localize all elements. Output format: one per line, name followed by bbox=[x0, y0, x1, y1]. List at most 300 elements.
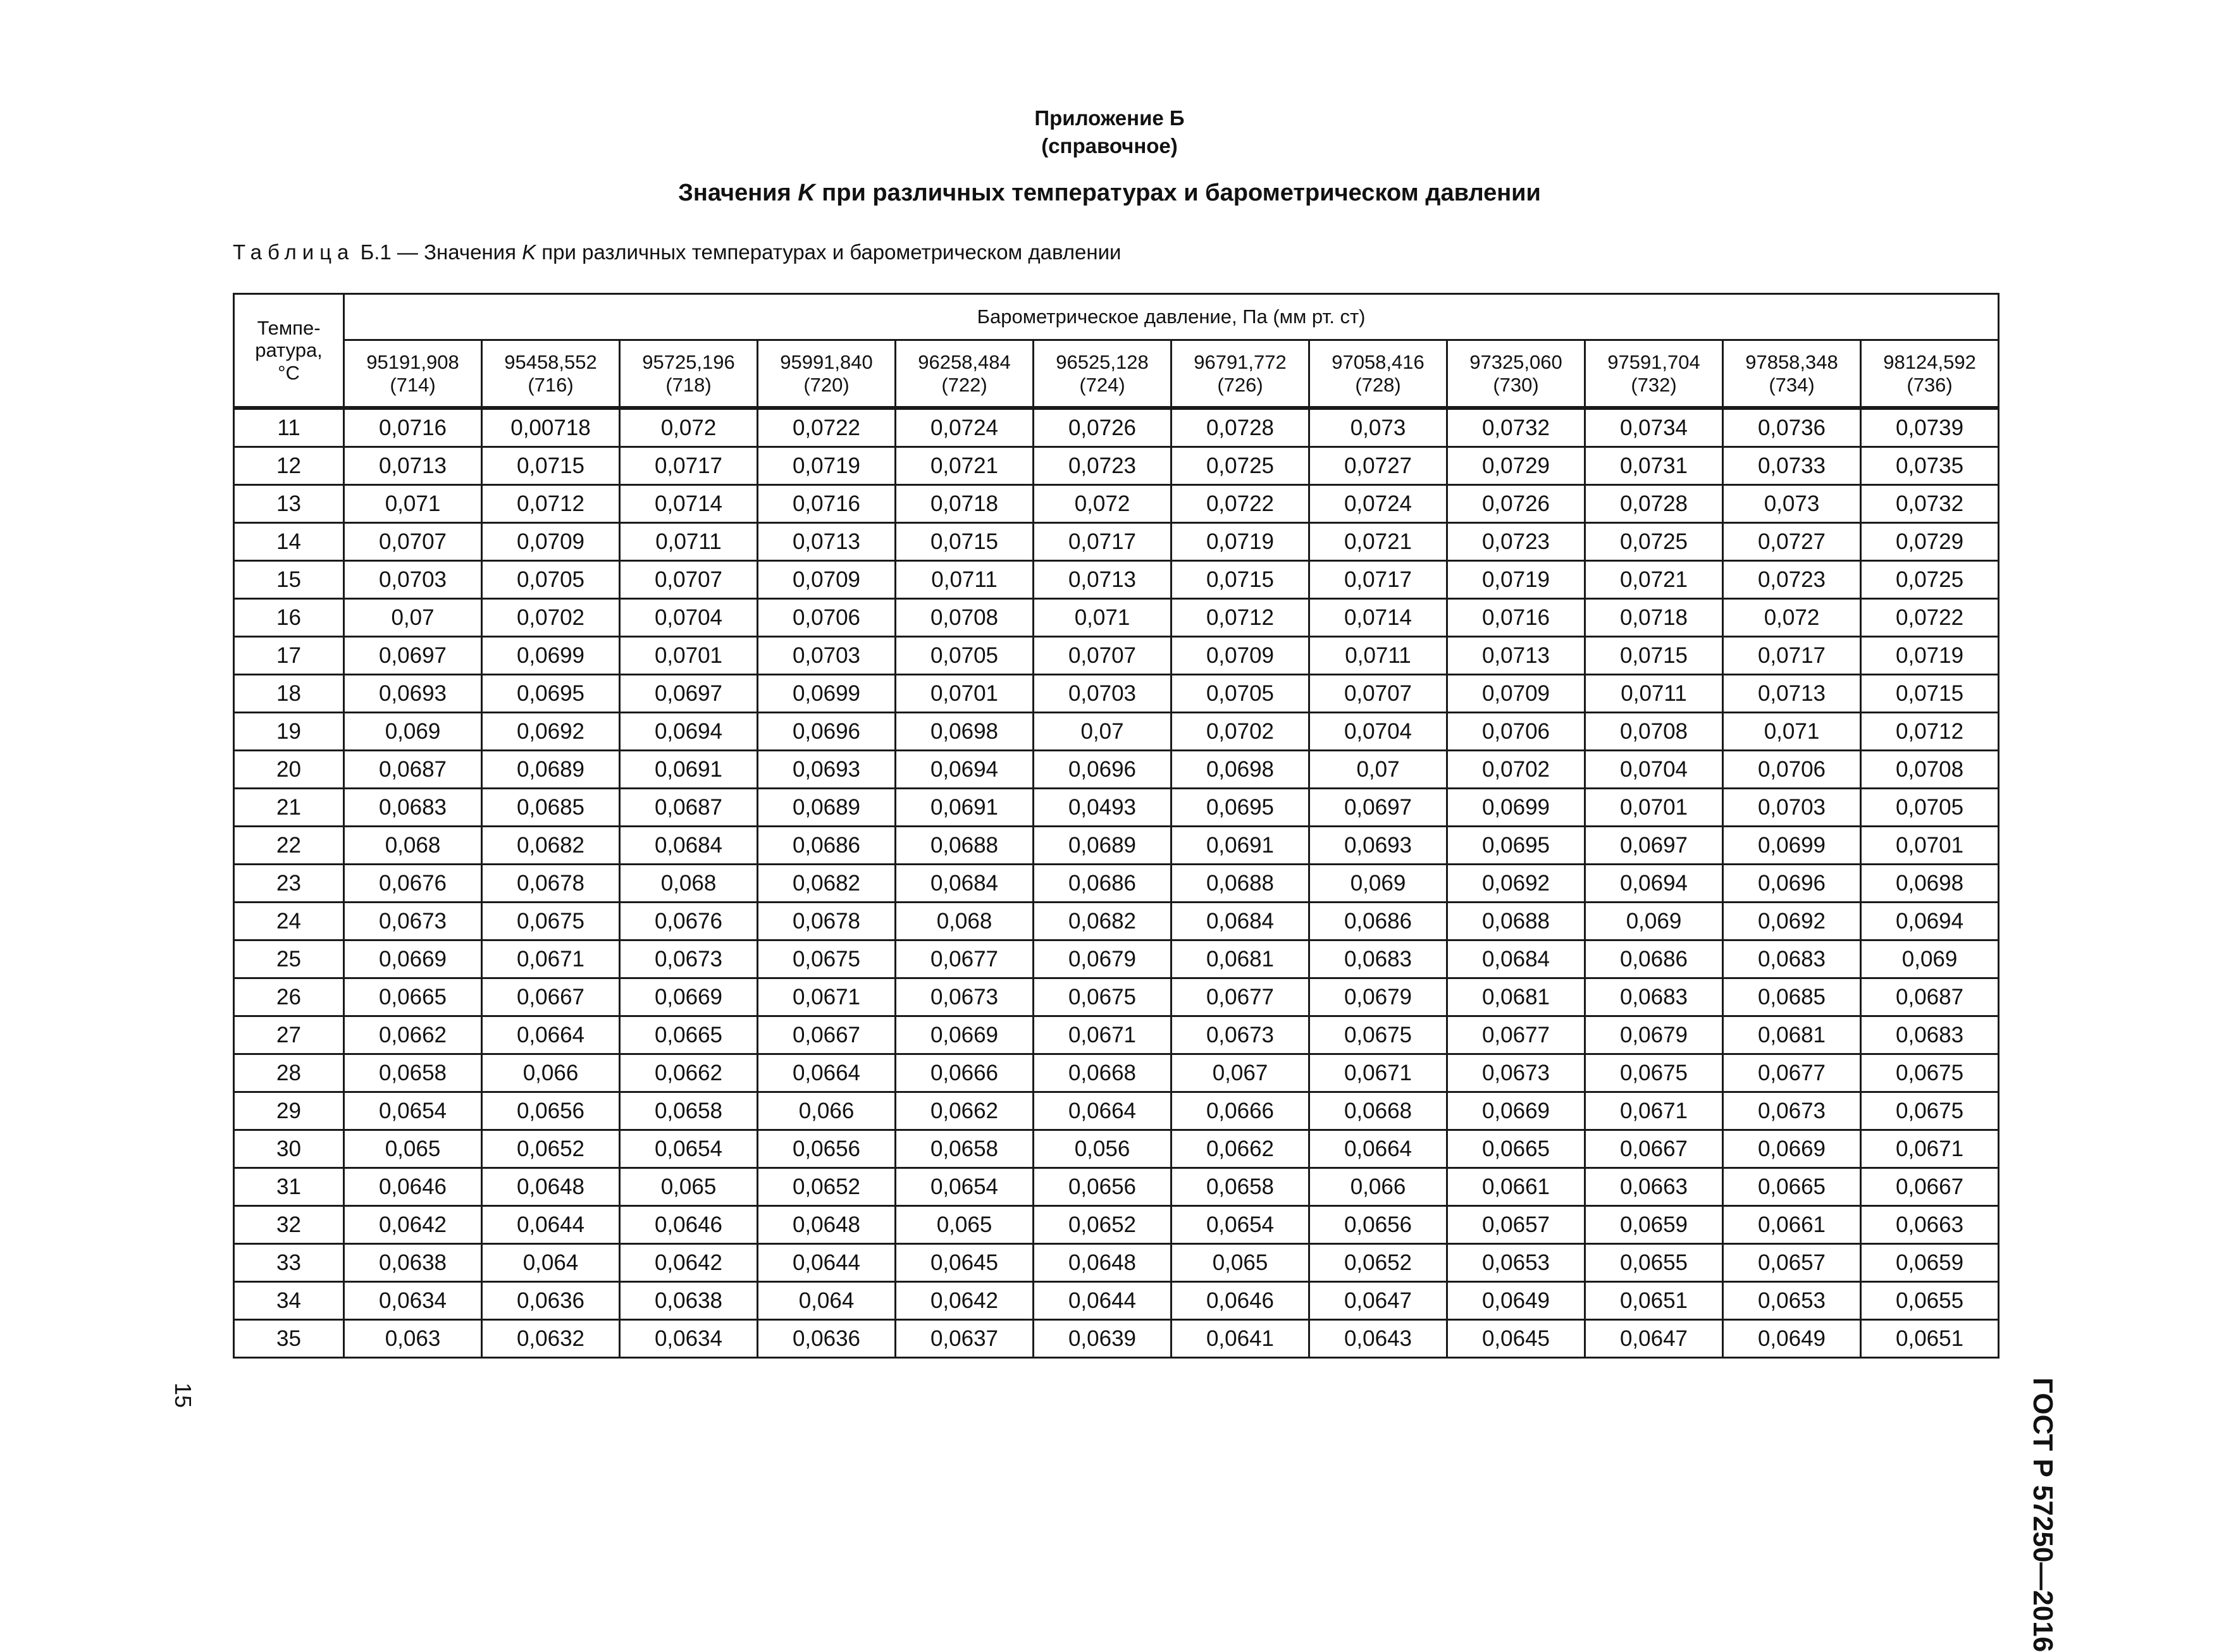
k-value-cell: 0,0692 bbox=[482, 713, 620, 751]
k-value-cell: 0,071 bbox=[1034, 599, 1171, 637]
pressure-pa: 97591,704 bbox=[1607, 350, 1700, 373]
k-value-cell: 0,0698 bbox=[1171, 751, 1309, 789]
k-value-cell: 0,0709 bbox=[1171, 637, 1309, 675]
k-value-cell: 0,0638 bbox=[620, 1282, 758, 1320]
k-value-cell: 0,0704 bbox=[620, 599, 758, 637]
k-value-cell: 0,0714 bbox=[620, 485, 758, 523]
k-value-cell: 0,0665 bbox=[620, 1016, 758, 1054]
k-value-cell: 0,0652 bbox=[1034, 1206, 1171, 1244]
pressure-pa: 95725,196 bbox=[642, 350, 735, 373]
k-value-cell: 0,0694 bbox=[620, 713, 758, 751]
k-value-cell: 0,072 bbox=[1034, 485, 1171, 523]
k-value-cell: 0,0723 bbox=[1723, 561, 1861, 599]
k-value-cell: 0,0654 bbox=[344, 1092, 482, 1130]
k-value-cell: 0,0667 bbox=[1585, 1130, 1723, 1168]
temperature-cell: 27 bbox=[234, 1016, 344, 1054]
k-value-cell: 0,0637 bbox=[896, 1320, 1034, 1358]
pressure-column-header bbox=[1447, 340, 1585, 409]
k-value-cell: 0,0703 bbox=[758, 637, 896, 675]
k-value-cell: 0,07 bbox=[1309, 751, 1447, 789]
k-value-cell: 0,0663 bbox=[1861, 1206, 1999, 1244]
k-value-cell: 0,056 bbox=[1034, 1130, 1171, 1168]
k-value-cell: 0,069 bbox=[1585, 903, 1723, 940]
pressure-mmhg: (714) bbox=[390, 373, 436, 396]
k-value-cell: 0,0724 bbox=[896, 408, 1034, 447]
k-value-cell: 0,0679 bbox=[1309, 978, 1447, 1016]
k-value-cell: 0,0676 bbox=[344, 865, 482, 903]
k-value-cell: 0,0677 bbox=[1723, 1054, 1861, 1092]
table-row bbox=[234, 1168, 1999, 1206]
table-row bbox=[234, 408, 1999, 447]
k-value-cell: 0,0711 bbox=[896, 561, 1034, 599]
k-value-cell: 0,0704 bbox=[1309, 713, 1447, 751]
k-value-cell: 0,0656 bbox=[758, 1130, 896, 1168]
k-value-cell: 0,0689 bbox=[758, 789, 896, 827]
k-value-cell: 0,073 bbox=[1309, 408, 1447, 447]
pressure-mmhg: (734) bbox=[1769, 373, 1815, 396]
k-value-cell: 0,0652 bbox=[1309, 1244, 1447, 1282]
table-row bbox=[234, 751, 1999, 789]
table-row bbox=[234, 940, 1999, 978]
section-title-after: при различных температурах и барометрическом давлении bbox=[815, 180, 1541, 206]
k-value-cell: 0,072 bbox=[1723, 599, 1861, 637]
k-value-cell: 0,0705 bbox=[896, 637, 1034, 675]
temperature-header-line1: Темпе- bbox=[257, 316, 321, 339]
k-value-cell: 0,0643 bbox=[1309, 1320, 1447, 1358]
k-value-cell: 0,0718 bbox=[896, 485, 1034, 523]
k-value-cell: 0,0667 bbox=[482, 978, 620, 1016]
k-value-cell: 0,0709 bbox=[758, 561, 896, 599]
pressure-mmhg: (732) bbox=[1631, 373, 1677, 396]
table-row bbox=[234, 637, 1999, 675]
temperature-cell: 15 bbox=[234, 561, 344, 599]
k-value-cell: 0,0715 bbox=[1171, 561, 1309, 599]
k-value-cell: 0,0713 bbox=[1447, 637, 1585, 675]
table-row bbox=[234, 1244, 1999, 1282]
table-row bbox=[234, 1092, 1999, 1130]
k-value-cell: 0,0677 bbox=[1171, 978, 1309, 1016]
k-value-cell: 0,0691 bbox=[1171, 827, 1309, 865]
k-value-cell: 0,0668 bbox=[1034, 1054, 1171, 1092]
k-value-cell: 0,0676 bbox=[620, 903, 758, 940]
k-value-cell: 0,0692 bbox=[1447, 865, 1585, 903]
pressure-pa: 96258,484 bbox=[918, 350, 1011, 373]
k-value-cell: 0,0662 bbox=[896, 1092, 1034, 1130]
k-value-cell: 0,0715 bbox=[896, 523, 1034, 561]
temperature-cell: 13 bbox=[234, 485, 344, 523]
table-caption-before: Значения bbox=[417, 240, 522, 264]
k-value-cell: 0,0706 bbox=[1447, 713, 1585, 751]
k-value-cell: 0,0675 bbox=[1309, 1016, 1447, 1054]
k-value-cell: 0,065 bbox=[1171, 1244, 1309, 1282]
pressure-pa: 95191,908 bbox=[366, 350, 459, 373]
k-value-cell: 0,0673 bbox=[1447, 1054, 1585, 1092]
k-value-cell: 0,0653 bbox=[1447, 1244, 1585, 1282]
k-value-cell: 0,0716 bbox=[758, 485, 896, 523]
k-value-cell: 0,0632 bbox=[482, 1320, 620, 1358]
k-value-cell: 0,0696 bbox=[758, 713, 896, 751]
k-value-cell: 0,064 bbox=[758, 1282, 896, 1320]
k-value-cell: 0,065 bbox=[896, 1206, 1034, 1244]
k-value-cell: 0,0664 bbox=[1309, 1130, 1447, 1168]
k-value-cell: 0,0663 bbox=[1585, 1168, 1723, 1206]
k-value-cell: 0,0697 bbox=[620, 675, 758, 713]
table-row bbox=[234, 865, 1999, 903]
k-value-cell: 0,0717 bbox=[1034, 523, 1171, 561]
k-value-cell: 0,0684 bbox=[896, 865, 1034, 903]
table-caption-label: Таблица bbox=[233, 240, 355, 264]
k-value-cell: 0,0656 bbox=[1034, 1168, 1171, 1206]
k-value-cell: 0,0671 bbox=[1585, 1092, 1723, 1130]
k-value-cell: 0,0708 bbox=[1585, 713, 1723, 751]
k-value-cell: 0,069 bbox=[1309, 865, 1447, 903]
k-value-cell: 0,064 bbox=[482, 1244, 620, 1282]
pressure-pa: 95991,840 bbox=[780, 350, 873, 373]
k-value-cell: 0,0684 bbox=[1447, 940, 1585, 978]
temperature-cell: 21 bbox=[234, 789, 344, 827]
k-value-cell: 0,0683 bbox=[1861, 1016, 1999, 1054]
k-value-cell: 0,0656 bbox=[482, 1092, 620, 1130]
table-caption-after: при различных температурах и барометрическом давлении bbox=[536, 240, 1122, 264]
pressure-pa: 97858,348 bbox=[1745, 350, 1838, 373]
k-value-cell: 0,0634 bbox=[620, 1320, 758, 1358]
k-value-cell: 0,0713 bbox=[758, 523, 896, 561]
k-value-cell: 0,0711 bbox=[620, 523, 758, 561]
k-value-cell: 0,0705 bbox=[1171, 675, 1309, 713]
k-value-cell: 0,0665 bbox=[1447, 1130, 1585, 1168]
k-value-cell: 0,0652 bbox=[482, 1130, 620, 1168]
k-value-cell: 0,0693 bbox=[344, 675, 482, 713]
k-value-cell: 0,073 bbox=[1723, 485, 1861, 523]
k-value-cell: 0,0647 bbox=[1585, 1320, 1723, 1358]
k-value-cell: 0,0677 bbox=[1447, 1016, 1585, 1054]
table-caption-number: Б.1 — bbox=[360, 240, 418, 264]
table-row bbox=[234, 903, 1999, 940]
pressure-mmhg: (720) bbox=[803, 373, 850, 396]
k-value-cell: 0,0736 bbox=[1723, 408, 1861, 447]
k-value-cell: 0,0725 bbox=[1585, 523, 1723, 561]
k-value-cell: 0,0722 bbox=[758, 408, 896, 447]
table-caption-k: K bbox=[522, 240, 536, 264]
k-value-cell: 0,0675 bbox=[1861, 1054, 1999, 1092]
k-value-cell: 0,0644 bbox=[1034, 1282, 1171, 1320]
pressure-column-header bbox=[1309, 340, 1447, 409]
k-value-cell: 0,0685 bbox=[482, 789, 620, 827]
temperature-cell: 18 bbox=[234, 675, 344, 713]
k-value-cell: 0,0735 bbox=[1861, 447, 1999, 485]
k-value-cell: 0,0686 bbox=[758, 827, 896, 865]
k-value-cell: 0,0726 bbox=[1034, 408, 1171, 447]
k-value-cell: 0,0661 bbox=[1447, 1168, 1585, 1206]
k-value-cell: 0,0713 bbox=[1723, 675, 1861, 713]
k-value-cell: 0,0664 bbox=[758, 1054, 896, 1092]
k-value-cell: 0,0698 bbox=[896, 713, 1034, 751]
k-value-cell: 0,0648 bbox=[758, 1206, 896, 1244]
k-value-cell: 0,0662 bbox=[620, 1054, 758, 1092]
k-value-cell: 0,0669 bbox=[896, 1016, 1034, 1054]
pressure-columns-row bbox=[234, 340, 1999, 409]
k-value-cell: 0,0711 bbox=[1309, 637, 1447, 675]
k-value-cell: 0,0728 bbox=[1171, 408, 1309, 447]
k-value-cell: 0,0673 bbox=[1171, 1016, 1309, 1054]
k-value-cell: 0,0728 bbox=[1585, 485, 1723, 523]
temperature-cell: 25 bbox=[234, 940, 344, 978]
k-value-cell: 0,0703 bbox=[344, 561, 482, 599]
k-value-cell: 0,0722 bbox=[1171, 485, 1309, 523]
k-value-cell: 0,0654 bbox=[896, 1168, 1034, 1206]
k-value-cell: 0,0677 bbox=[896, 940, 1034, 978]
k-value-cell: 0,0707 bbox=[1309, 675, 1447, 713]
k-value-cell: 0,0651 bbox=[1585, 1282, 1723, 1320]
section-title bbox=[0, 180, 2219, 207]
k-value-cell: 0,0641 bbox=[1171, 1320, 1309, 1358]
k-value-cell: 0,0642 bbox=[620, 1244, 758, 1282]
k-value-cell: 0,0715 bbox=[482, 447, 620, 485]
k-value-cell: 0,0671 bbox=[482, 940, 620, 978]
k-value-cell: 0,0693 bbox=[1309, 827, 1447, 865]
k-value-cell: 0,0715 bbox=[1861, 675, 1999, 713]
pressure-column-header bbox=[1171, 340, 1309, 409]
k-value-cell: 0,0671 bbox=[758, 978, 896, 1016]
k-value-cell: 0,065 bbox=[620, 1168, 758, 1206]
k-value-cell: 0,0671 bbox=[1309, 1054, 1447, 1092]
k-value-cell: 0,0713 bbox=[344, 447, 482, 485]
pressure-header: Барометрическое давление, Па (мм рт. ст) bbox=[344, 294, 1999, 340]
k-value-cell: 0,0644 bbox=[482, 1206, 620, 1244]
k-value-cell: 0,0645 bbox=[1447, 1320, 1585, 1358]
k-value-cell: 0,0658 bbox=[344, 1054, 482, 1092]
k-value-cell: 0,0493 bbox=[1034, 789, 1171, 827]
k-value-cell: 0,0722 bbox=[1861, 599, 1999, 637]
k-value-cell: 0,0688 bbox=[1447, 903, 1585, 940]
k-value-cell: 0,0682 bbox=[1034, 903, 1171, 940]
k-value-cell: 0,0634 bbox=[344, 1282, 482, 1320]
k-value-cell: 0,0669 bbox=[1447, 1092, 1585, 1130]
k-value-cell: 0,0724 bbox=[1309, 485, 1447, 523]
k-value-cell: 0,0642 bbox=[344, 1206, 482, 1244]
k-value-cell: 0,0733 bbox=[1723, 447, 1861, 485]
temperature-cell: 33 bbox=[234, 1244, 344, 1282]
pressure-mmhg: (724) bbox=[1079, 373, 1125, 396]
pressure-pa: 97058,416 bbox=[1332, 350, 1425, 373]
k-value-cell: 0,068 bbox=[896, 903, 1034, 940]
table-row bbox=[234, 1130, 1999, 1168]
pressure-mmhg: (726) bbox=[1217, 373, 1263, 396]
k-value-cell: 0,065 bbox=[344, 1130, 482, 1168]
k-value-cell: 0,0675 bbox=[758, 940, 896, 978]
k-value-cell: 0,0726 bbox=[1447, 485, 1585, 523]
k-value-cell: 0,0684 bbox=[620, 827, 758, 865]
table-row bbox=[234, 1054, 1999, 1092]
table-row bbox=[234, 447, 1999, 485]
pressure-pa: 95458,552 bbox=[504, 350, 597, 373]
k-value-cell: 0,0721 bbox=[1585, 561, 1723, 599]
annex-title: Приложение Б bbox=[1034, 106, 1185, 130]
k-value-cell: 0,0682 bbox=[482, 827, 620, 865]
k-value-cell: 0,0696 bbox=[1723, 865, 1861, 903]
k-value-cell: 0,0675 bbox=[482, 903, 620, 940]
k-value-cell: 0,066 bbox=[482, 1054, 620, 1092]
annex-subtitle: (справочное) bbox=[1041, 134, 1178, 157]
k-value-cell: 0,0688 bbox=[896, 827, 1034, 865]
table-row bbox=[234, 675, 1999, 713]
k-value-cell: 0,0684 bbox=[1171, 903, 1309, 940]
k-value-cell: 0,0669 bbox=[344, 940, 482, 978]
pressure-mmhg: (716) bbox=[528, 373, 574, 396]
k-value-cell: 0,0699 bbox=[1447, 789, 1585, 827]
k-value-cell: 0,0654 bbox=[1171, 1206, 1309, 1244]
k-value-cell: 0,0712 bbox=[1171, 599, 1309, 637]
k-value-cell: 0,0662 bbox=[344, 1016, 482, 1054]
k-value-cell: 0,0699 bbox=[482, 637, 620, 675]
k-value-cell: 0,0716 bbox=[1447, 599, 1585, 637]
k-value-cell: 0,0701 bbox=[620, 637, 758, 675]
k-value-cell: 0,069 bbox=[1861, 940, 1999, 978]
k-value-cell: 0,0716 bbox=[344, 408, 482, 447]
temperature-cell: 14 bbox=[234, 523, 344, 561]
temperature-cell: 29 bbox=[234, 1092, 344, 1130]
k-value-cell: 0,0717 bbox=[620, 447, 758, 485]
k-value-cell: 0,0717 bbox=[1723, 637, 1861, 675]
pressure-pa: 96525,128 bbox=[1056, 350, 1149, 373]
k-value-cell: 0,0708 bbox=[896, 599, 1034, 637]
k-value-cell: 0,0699 bbox=[758, 675, 896, 713]
k-value-cell: 0,0717 bbox=[1309, 561, 1447, 599]
k-value-cell: 0,068 bbox=[620, 865, 758, 903]
temperature-header-line2: ратура, bbox=[255, 339, 323, 362]
k-value-cell: 0,0665 bbox=[1723, 1168, 1861, 1206]
k-value-cell: 0,0673 bbox=[344, 903, 482, 940]
k-value-cell: 0,0695 bbox=[1171, 789, 1309, 827]
table-row bbox=[234, 978, 1999, 1016]
k-value-cell: 0,0704 bbox=[1585, 751, 1723, 789]
k-value-cell: 0,0718 bbox=[1585, 599, 1723, 637]
k-value-cell: 0,0647 bbox=[1309, 1282, 1447, 1320]
k-value-cell: 0,0664 bbox=[482, 1016, 620, 1054]
k-value-cell: 0,069 bbox=[344, 713, 482, 751]
k-value-cell: 0,0727 bbox=[1723, 523, 1861, 561]
k-value-cell: 0,066 bbox=[758, 1092, 896, 1130]
k-value-cell: 0,00718 bbox=[482, 408, 620, 447]
k-value-cell: 0,0706 bbox=[758, 599, 896, 637]
k-value-cell: 0,0721 bbox=[1309, 523, 1447, 561]
k-value-cell: 0,0646 bbox=[620, 1206, 758, 1244]
table-row bbox=[234, 1016, 1999, 1054]
k-value-cell: 0,0686 bbox=[1309, 903, 1447, 940]
k-value-cell: 0,0719 bbox=[1447, 561, 1585, 599]
k-value-cell: 0,0646 bbox=[1171, 1282, 1309, 1320]
temperature-cell: 17 bbox=[234, 637, 344, 675]
pressure-column-header bbox=[1585, 340, 1723, 409]
k-value-cell: 0,0673 bbox=[896, 978, 1034, 1016]
k-value-cell: 0,0687 bbox=[344, 751, 482, 789]
pressure-column-header bbox=[344, 340, 482, 409]
k-value-cell: 0,0694 bbox=[1861, 903, 1999, 940]
table-row bbox=[234, 827, 1999, 865]
section-title-before: Значения bbox=[678, 180, 798, 206]
k-value-cell: 0,0681 bbox=[1171, 940, 1309, 978]
k-value-cell: 0,0725 bbox=[1861, 561, 1999, 599]
k-value-cell: 0,07 bbox=[344, 599, 482, 637]
k-value-cell: 0,0701 bbox=[896, 675, 1034, 713]
k-value-cell: 0,0673 bbox=[1723, 1092, 1861, 1130]
pressure-column-header bbox=[482, 340, 620, 409]
k-value-cell: 0,0658 bbox=[896, 1130, 1034, 1168]
k-value-cell: 0,0678 bbox=[482, 865, 620, 903]
k-value-cell: 0,0725 bbox=[1171, 447, 1309, 485]
table-row bbox=[234, 599, 1999, 637]
k-value-cell: 0,0683 bbox=[344, 789, 482, 827]
k-value-cell: 0,0662 bbox=[1171, 1130, 1309, 1168]
k-value-cell: 0,0652 bbox=[758, 1168, 896, 1206]
k-value-cell: 0,0644 bbox=[758, 1244, 896, 1282]
k-value-cell: 0,0727 bbox=[1309, 447, 1447, 485]
k-value-cell: 0,0655 bbox=[1861, 1282, 1999, 1320]
k-value-cell: 0,0679 bbox=[1585, 1016, 1723, 1054]
k-value-cell: 0,0653 bbox=[1723, 1282, 1861, 1320]
k-value-cell: 0,0707 bbox=[1034, 637, 1171, 675]
k-value-cell: 0,0657 bbox=[1723, 1244, 1861, 1282]
temperature-cell: 34 bbox=[234, 1282, 344, 1320]
k-value-cell: 0,0714 bbox=[1309, 599, 1447, 637]
k-value-cell: 0,0702 bbox=[1447, 751, 1585, 789]
temperature-header-line3: °C bbox=[278, 361, 300, 384]
table-row bbox=[234, 561, 1999, 599]
k-value-cell: 0,0731 bbox=[1585, 447, 1723, 485]
k-value-cell: 0,0719 bbox=[1861, 637, 1999, 675]
k-value-cell: 0,0656 bbox=[1309, 1206, 1447, 1244]
k-value-cell: 0,0691 bbox=[896, 789, 1034, 827]
temperature-cell: 22 bbox=[234, 827, 344, 865]
page-number: 15 bbox=[170, 1383, 196, 1409]
k-value-cell: 0,0683 bbox=[1309, 940, 1447, 978]
k-value-cell: 0,0709 bbox=[482, 523, 620, 561]
k-value-cell: 0,0697 bbox=[344, 637, 482, 675]
k-value-cell: 0,0649 bbox=[1723, 1320, 1861, 1358]
k-value-cell: 0,0669 bbox=[1723, 1130, 1861, 1168]
k-value-cell: 0,0669 bbox=[620, 978, 758, 1016]
pressure-mmhg: (736) bbox=[1907, 373, 1953, 396]
k-value-cell: 0,0694 bbox=[1585, 865, 1723, 903]
k-value-cell: 0,0645 bbox=[896, 1244, 1034, 1282]
k-value-cell: 0,0639 bbox=[1034, 1320, 1171, 1358]
pressure-column-header bbox=[896, 340, 1034, 409]
k-value-cell: 0,0734 bbox=[1585, 408, 1723, 447]
k-value-cell: 0,0659 bbox=[1585, 1206, 1723, 1244]
k-value-cell: 0,0664 bbox=[1034, 1092, 1171, 1130]
table-body bbox=[234, 408, 1999, 1358]
k-value-cell: 0,0702 bbox=[482, 599, 620, 637]
k-value-cell: 0,0695 bbox=[482, 675, 620, 713]
k-value-cell: 0,0648 bbox=[482, 1168, 620, 1206]
k-value-cell: 0,0705 bbox=[1861, 789, 1999, 827]
table-row bbox=[234, 485, 1999, 523]
k-value-cell: 0,0642 bbox=[896, 1282, 1034, 1320]
pressure-mmhg: (730) bbox=[1493, 373, 1539, 396]
temperature-cell: 20 bbox=[234, 751, 344, 789]
k-value-cell: 0,071 bbox=[1723, 713, 1861, 751]
table-caption bbox=[233, 240, 1122, 264]
k-value-cell: 0,0665 bbox=[344, 978, 482, 1016]
k-value-cell: 0,0655 bbox=[1585, 1244, 1723, 1282]
pressure-column-header bbox=[1861, 340, 1999, 409]
k-value-cell: 0,0687 bbox=[620, 789, 758, 827]
k-value-cell: 0,066 bbox=[1309, 1168, 1447, 1206]
k-value-cell: 0,07 bbox=[1034, 713, 1171, 751]
k-value-cell: 0,0657 bbox=[1447, 1206, 1585, 1244]
pressure-column-header bbox=[758, 340, 896, 409]
k-value-cell: 0,0711 bbox=[1585, 675, 1723, 713]
